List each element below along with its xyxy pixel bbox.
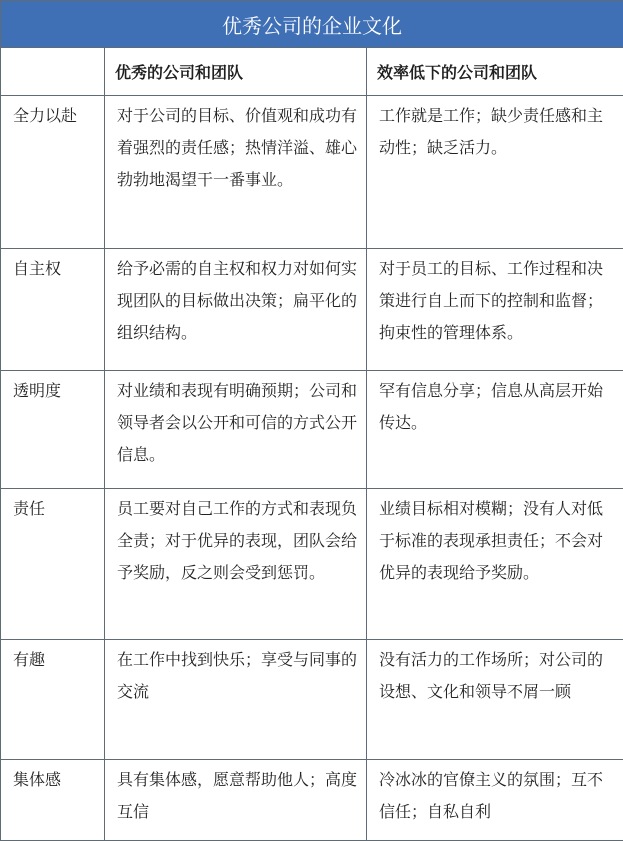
row-aspect: 全力以赴 (1, 96, 105, 249)
row-good-desc: 员工要对自己工作的方式和表现负全责；对于优异的表现，团队会给予奖励，反之则会受到惩罚。 (105, 489, 367, 640)
row-bad-desc: 业绩目标相对模糊；没有人对低于标准的表现承担责任；不会对优异的表现给予奖励。 (367, 489, 623, 640)
table-row (1, 371, 623, 489)
row-aspect: 责任 (1, 489, 105, 640)
row-aspect: 自主权 (1, 249, 105, 371)
table-row (1, 249, 623, 371)
title-row (1, 1, 623, 48)
row-good-desc: 对于公司的目标、价值观和成功有着强烈的责任感；热情洋溢、雄心勃勃地渴望干一番事业。 (105, 96, 367, 249)
header-aspect (1, 48, 105, 96)
row-bad-desc: 工作就是工作；缺少责任感和主动性；缺乏活力。 (367, 96, 623, 249)
row-good-desc: 在工作中找到快乐；享受与同事的交流 (105, 640, 367, 760)
row-good-desc: 对业绩和表现有明确预期；公司和领导者会以公开和可信的方式公开信息。 (105, 371, 367, 489)
table-row (1, 489, 623, 640)
header-inefficient-teams: 效率低下的公司和团队 (367, 48, 623, 96)
row-bad-desc: 对于员工的目标、工作过程和决策进行自上而下的控制和监督；拘束性的管理体系。 (367, 249, 623, 371)
row-aspect: 有趣 (1, 640, 105, 760)
header-row (1, 48, 623, 96)
row-good-desc: 具有集体感，愿意帮助他人；高度互信 (105, 760, 367, 841)
table-title: 优秀公司的企业文化 (1, 1, 623, 48)
table-row (1, 640, 623, 760)
row-good-desc: 给予必需的自主权和权力对如何实现团队的目标做出决策；扁平化的组织结构。 (105, 249, 367, 371)
row-aspect: 集体感 (1, 760, 105, 841)
row-bad-desc: 罕有信息分享；信息从高层开始传达。 (367, 371, 623, 489)
table-row (1, 760, 623, 841)
row-aspect: 透明度 (1, 371, 105, 489)
row-bad-desc: 冷冰冰的官僚主义的氛围；互不信任；自私自利 (367, 760, 623, 841)
table-row (1, 96, 623, 249)
header-good-teams: 优秀的公司和团队 (105, 48, 367, 96)
row-bad-desc: 没有活力的工作场所；对公司的设想、文化和领导不屑一顾 (367, 640, 623, 760)
